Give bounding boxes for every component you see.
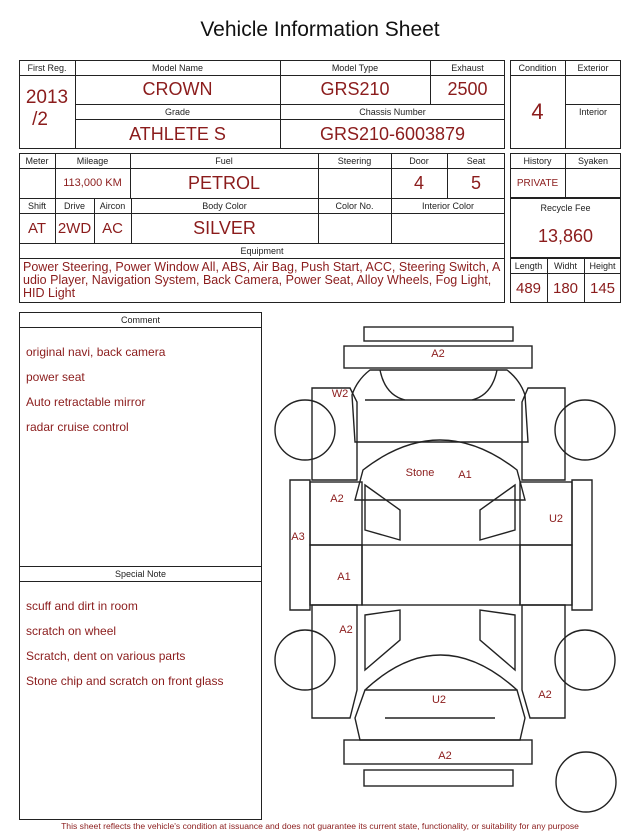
chassis-number-value: GRS210-6003879 [319, 123, 466, 144]
damage-mark: A3 [291, 531, 305, 543]
height-value: 145 [589, 279, 616, 297]
right-front-door [520, 482, 572, 545]
comment-text [26, 334, 258, 446]
sheet-title: Vehicle Information Sheet [200, 18, 440, 41]
door-value: 4 [413, 172, 424, 193]
damage-mark: A2 [438, 750, 452, 762]
height-label: Height [589, 260, 616, 271]
door-label: Door [409, 155, 429, 166]
right-front-fender [522, 388, 565, 480]
damage-mark: W2 [331, 388, 349, 400]
special-note-line: Scratch, dent on various parts [26, 649, 186, 664]
right-front-wheel [555, 400, 615, 460]
color-no-value [318, 213, 391, 243]
damage-mark: U2 [431, 694, 447, 706]
right-sill [572, 480, 592, 610]
left-rear-wheel [275, 630, 335, 690]
windshield [355, 440, 525, 500]
front-bumper-outline [364, 327, 513, 341]
first-reg-year: 2013 [25, 87, 69, 108]
damage-mark: U2 [548, 513, 564, 525]
syaken-label: Syaken [577, 155, 609, 166]
interior-color-value [391, 213, 505, 243]
interior-color-label: Interior Color [421, 200, 475, 211]
right-rear-window [480, 610, 515, 670]
special-note-line: scuff and dirt in room [26, 599, 138, 614]
length-label: Length [514, 260, 543, 271]
rear-bumper-lower [364, 770, 513, 786]
mileage-value: 113,000 KM [63, 177, 122, 189]
car-damage-diagram [270, 318, 625, 818]
fuel-value: PETROL [187, 172, 261, 193]
width-label: Widht [553, 260, 577, 271]
steering-label: Steering [337, 155, 372, 166]
left-front-door [310, 482, 362, 545]
steering-value [318, 168, 391, 198]
history-label: History [523, 155, 552, 166]
right-rear-fender [522, 605, 565, 718]
damage-mark: A2 [330, 493, 344, 505]
comment-line: Auto retractable mirror [26, 395, 146, 410]
special-note-label: Special Note [114, 568, 167, 579]
model-name-label: Model Name [151, 62, 204, 73]
length-value: 489 [515, 279, 542, 297]
right-rear-wheel [555, 630, 615, 690]
meter-value [19, 168, 55, 198]
shift-label: Shift [27, 200, 46, 211]
left-sill [290, 480, 310, 610]
grade-value: ATHLETE S [129, 123, 226, 144]
headlight-left [380, 370, 405, 400]
left-rear-door [310, 545, 362, 605]
right-front-window [480, 485, 515, 540]
equipment-label: Equipment [240, 245, 284, 256]
roof [362, 545, 520, 605]
comment-label: Comment [120, 314, 160, 325]
model-name-value: CROWN [142, 79, 213, 99]
chassis-number-label: Chassis Number [359, 106, 426, 117]
model-type-value: GRS210 [320, 79, 390, 99]
damage-mark: Stone [405, 467, 435, 479]
body-color-value: SILVER [193, 217, 256, 238]
left-front-window [365, 485, 400, 540]
recycle-fee-label: Recycle Fee [540, 202, 591, 213]
spare-wheel [556, 752, 616, 812]
special-note-text [26, 588, 258, 700]
comment-line: radar cruise control [26, 419, 129, 434]
seat-label: Seat [466, 155, 486, 166]
comment-line: power seat [26, 370, 85, 385]
mileage-label: Mileage [76, 155, 109, 166]
damage-mark: A2 [431, 348, 445, 360]
condition-value: 4 [531, 99, 544, 124]
right-rear-door [520, 545, 572, 605]
exterior-value [565, 75, 621, 104]
exterior-label: Exterior [577, 62, 609, 73]
seat-value: 5 [470, 172, 481, 193]
shift-value: AT [27, 219, 47, 237]
drive-label: Drive [63, 200, 85, 211]
exhaust-label: Exhaust [451, 62, 484, 73]
first-reg-month: /2 [32, 109, 48, 130]
damage-mark: A2 [339, 624, 353, 636]
aircon-value: AC [102, 219, 123, 237]
special-note-line: scratch on wheel [26, 624, 117, 639]
rear-window-arc [365, 655, 517, 690]
meter-label: Meter [25, 155, 49, 166]
fuel-label: Fuel [215, 155, 233, 166]
headlight-right [472, 370, 497, 400]
left-front-wheel [275, 400, 335, 460]
width-value: 180 [552, 279, 579, 297]
left-rear-window [365, 610, 400, 670]
damage-mark: A1 [458, 469, 472, 481]
disclaimer-footer: This sheet reflects the vehicle's condition at issuance and does not guarantee its current state, functionality, or suitability for any purpose [61, 821, 579, 831]
special-note-line: Stone chip and scratch on front glass [26, 673, 224, 688]
damage-mark: A1 [337, 571, 351, 583]
aircon-label: Aircon [99, 200, 126, 211]
color-no-label: Color No. [335, 200, 374, 211]
drive-value: 2WD [57, 219, 92, 237]
history-value: PRIVATE [516, 177, 559, 189]
interior-value [565, 119, 621, 149]
recycle-fee-value: 13,860 [537, 225, 594, 246]
body-color-label: Body Color [202, 200, 247, 211]
comment-line: original navi, back camera [26, 345, 166, 360]
hood-outline [352, 370, 528, 442]
interior-label: Interior [578, 106, 607, 117]
condition-label: Condition [518, 62, 557, 73]
exhaust-value: 2500 [447, 79, 488, 99]
syaken-value [565, 168, 621, 198]
model-type-label: Model Type [331, 62, 379, 73]
damage-mark: A2 [538, 689, 552, 701]
grade-label: Grade [164, 106, 190, 117]
first-reg-label: First Reg. [27, 62, 67, 73]
equipment-value: Power Steering, Power Window All, ABS, Air Bag, Push Start, ACC, Steering Switch, Audio Player, Navigation System, Back Camera, Power Seat, Alloy Wheels, Fog Light, HID Light [23, 260, 501, 300]
